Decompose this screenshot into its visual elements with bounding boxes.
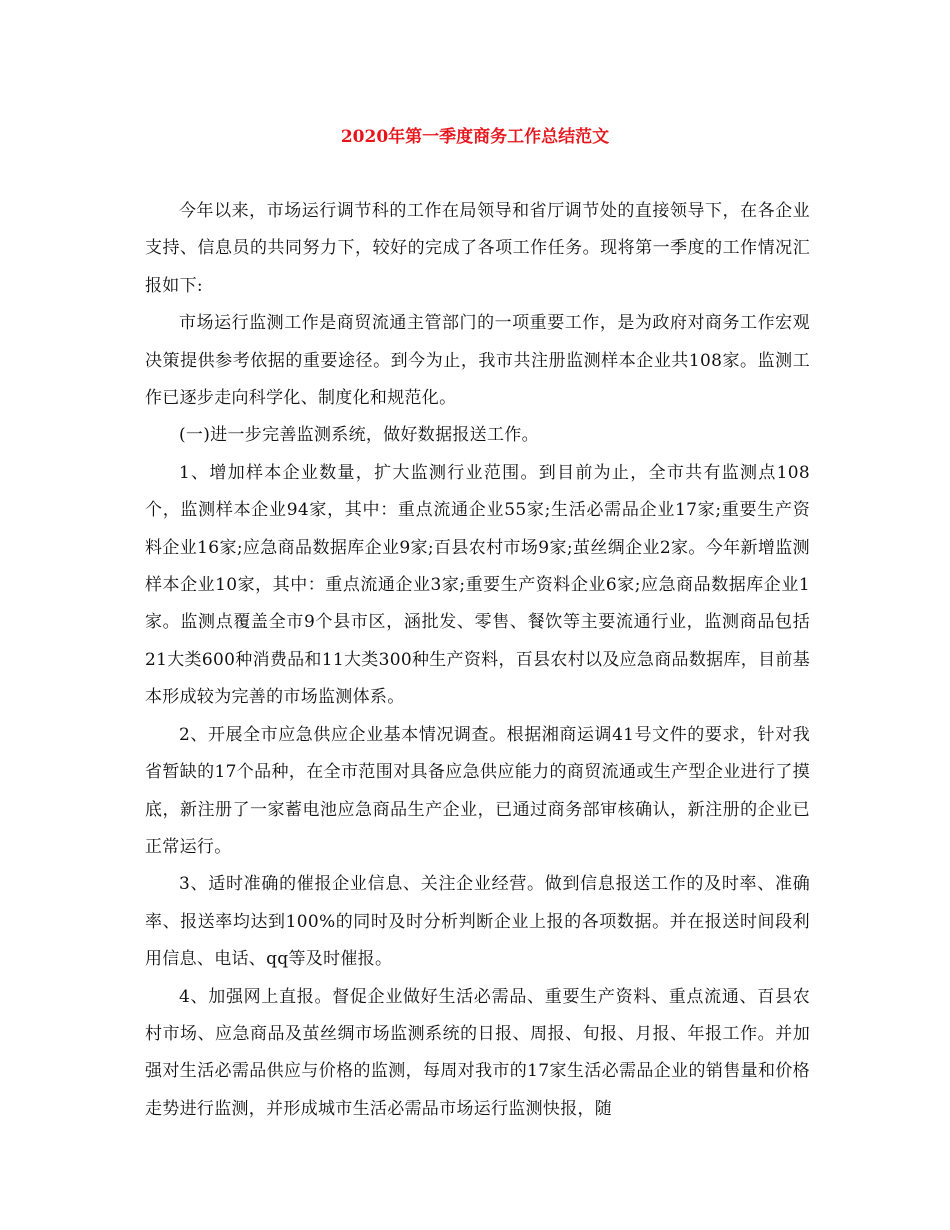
paragraph: 今年以来，市场运行调节科的工作在局领导和省厅调节处的直接领导下，在各企业支持、信息员的共同努力下，较好的完成了各项工作任务。现将第一季度的工作情况汇报如下: — [145, 201, 810, 296]
document-body — [145, 193, 810, 1128]
paragraph: 4、加强网上直报。督促企业做好生活必需品、重要生产资料、重点流通、百县农村市场、应急商品及茧丝绸市场监测系统的日报、周报、旬报、月报、年报工作。并加强对生活必需品供应与价格的监测，每周对我市的17家生活必需品企业的销售量和价格走势进行监测，并形成城市生活必需品市场运行监测快报，随 — [145, 986, 810, 1119]
paragraph: 3、适时准确的催报企业信息、关注企业经营。做到信息报送工作的及时率、准确率、报送率均达到100%的同时及时分析判断企业上报的各项数据。并在报送时间段利用信息、电话、qq等及时催报。 — [145, 874, 810, 970]
paragraph: 市场运行监测工作是商贸流通主管部门的一项重要工作，是为政府对商务工作宏观决策提供参考依据的重要途径。到今为止，我市共注册监测样本企业共108家。监测工作已逐步走向科学化、制度化和规范化。 — [145, 313, 810, 409]
paragraph: 2、开展全市应急供应企业基本情况调查。根据湘商运调41号文件的要求，针对我省暂缺的17个品种，在全市范围对具备应急供应能力的商贸流通或生产型企业进行了摸底，新注册了一家蓄电池应急商品生产企业，已通过商务部审核确认，新注册的企业已正常运行。 — [145, 724, 810, 857]
paragraph: (一)进一步完善监测系统，做好数据报送工作。 — [179, 425, 539, 446]
paragraph: 1、增加样本企业数量，扩大监测行业范围。到目前为止，全市共有监测点108个，监测样本企业94家，其中：重点流通企业55家;生活必需品企业17家;重要生产资料企业16家;应急商品数据库企业9家;百县农村市场9家;茧丝绸企业2家。今年新增监测样本企业10家，其中：重点流通企业3家;重要生产资料企业6家;应急商品数据库企业1家。监测点覆盖全市9个县市区，涵批发、零售、餐饮等主要流通行业，监测商品包括21大类600种消费品和11大类300种生产资料，百县农村以及应急商品数据库，目前基本形成较为完善的市场监测体系。 — [145, 462, 810, 708]
document-title: 2020年第一季度商务工作总结范文 — [340, 127, 610, 147]
